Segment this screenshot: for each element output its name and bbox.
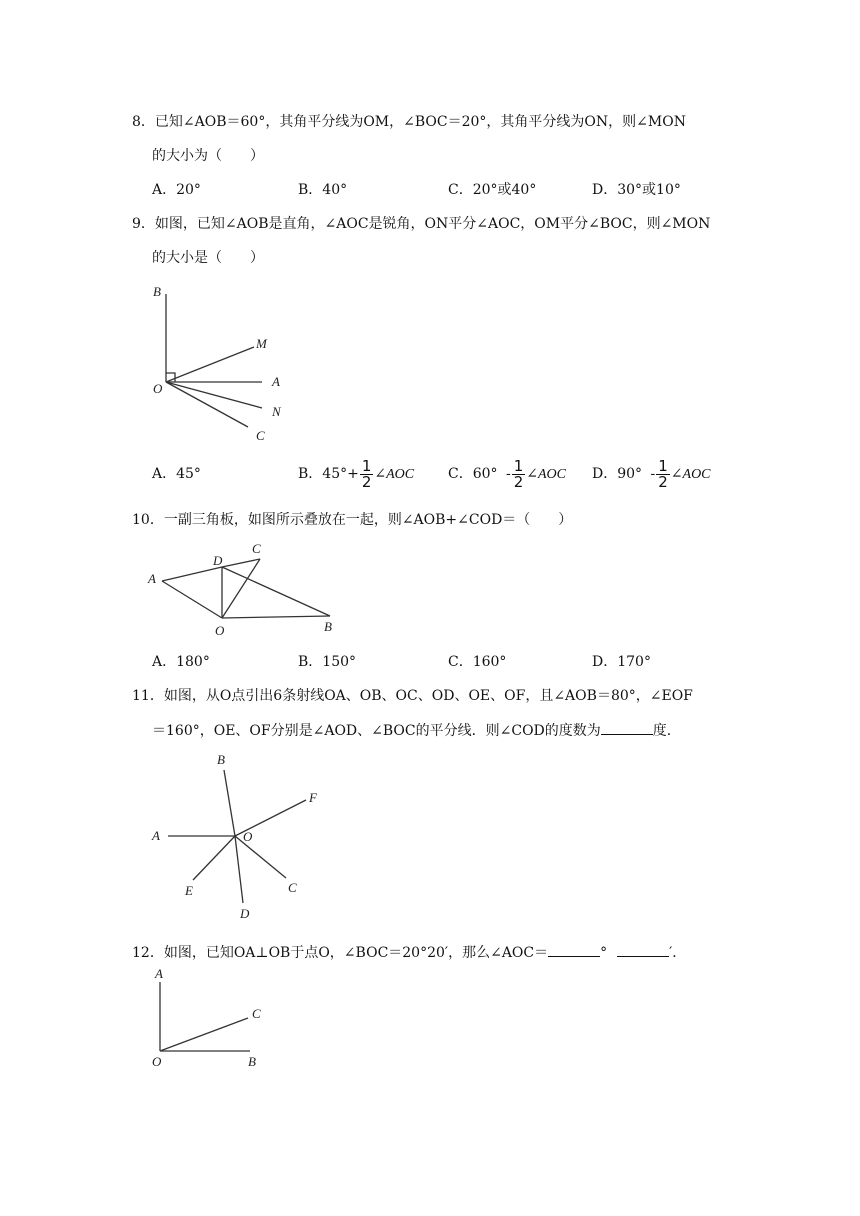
ray-ob [224,770,235,836]
q9-option-b [298,455,414,494]
ray-od [235,836,243,903]
ray-oe [193,836,235,880]
q9-stem-line2: 的大小是（ ） [152,250,264,266]
q9-option-c-minus: - [505,466,511,482]
q12-minute-blank[interactable] [617,942,669,957]
q9-option-b-angle: ∠AOC [374,467,415,482]
q8-stem-line2: 的大小为（ ） [152,148,264,164]
label-d: D [213,553,223,568]
q9-figure [140,280,300,450]
label-c: C [256,428,265,443]
label-c: C [252,541,261,556]
q12-degree-blank[interactable] [548,942,600,957]
q10-stem: 10．一副三角板，如图所示叠放在一起，则∠AOB+∠COD＝（ ） [132,512,573,528]
q11-answer-blank[interactable] [601,720,653,735]
q8-option-a: A．20° [152,182,201,198]
label-c: C [288,880,297,895]
label-a: A [155,966,163,981]
q11-stem-line1: 11．如图，从O点引出6条射线OA、OB、OC、OD、OE、OF，且∠AOB＝80°，∠EOF [132,688,693,704]
q9-option-c-fraction: $\frac{1}{2}$ [513,456,524,491]
label-a: A [272,374,280,389]
q9-option-c-angle: ∠AOC [526,467,566,482]
q11-stem-line2-text: ＝160°，OE、OF分别是∠AOD、∠BOC的平分线．则∠COD的度数为 [152,723,601,739]
q9-option-c [448,455,566,494]
q8-option-c: C．20°或40° [448,182,537,198]
ray-oc [166,382,248,427]
label-n: N [272,404,281,419]
seg-ao [162,581,222,618]
label-b: B [153,284,161,299]
label-b: B [324,619,332,634]
q12-stem-text: 12．如图，已知OA⊥OB于点O，∠BOC＝20°20′，那么∠AOC＝ [132,945,549,961]
seg-ob [222,616,330,618]
q9-option-d-fraction: $\frac{1}{2}$ [658,456,668,491]
q12-stem [132,942,686,963]
q9-option-d-minus: - [650,466,656,482]
q8-option-b: B．40° [298,182,348,198]
q8-stem-line1: 8．已知∠AOB＝60°，其角平分线为OM，∠BOC＝20°，其角平分线为ON，则∠MON [132,114,686,130]
seg-ad [162,567,222,581]
label-o: O [243,829,253,844]
q12-minute-symbol: ′． [669,945,687,961]
q10-option-a: A．180° [152,654,210,670]
ray-on [166,382,262,408]
label-a: A [148,571,156,586]
q10-option-d: D．170° [592,654,651,670]
q11-figure [140,748,340,923]
seg-dc [222,559,260,567]
q10-option-c: C．160° [448,654,507,670]
label-m: M [256,336,267,351]
label-b: B [217,752,225,767]
label-o: O [152,1054,162,1069]
seg-db [222,567,330,616]
label-c: C [252,1006,261,1021]
q8-option-d: D．30°或10° [592,182,681,198]
q9-option-c-prefix: C．60° [448,466,498,482]
label-d: D [240,906,250,921]
q9-option-d-prefix: D．90° [592,466,643,482]
label-a: A [152,828,160,843]
q9-option-b-prefix: B．45°+ [298,466,359,482]
q9-option-d [592,455,711,494]
label-f: F [309,790,317,805]
q12-figure [140,962,280,1077]
q12-degree-symbol: ° [600,945,608,961]
q9-option-d-angle: ∠AOC [670,467,711,482]
label-e: E [185,883,193,898]
label-b: B [248,1054,256,1069]
label-o: O [153,381,163,396]
q9-option-b-fraction: $\frac{1}{2}$ [361,456,372,491]
q9-option-a: A．45° [152,466,201,482]
q10-figure [140,535,350,645]
q9-stem-line1: 9．如图，已知∠AOB是直角，∠AOC是锐角，ON平分∠AOC，OM平分∠BOC，则∠MON [132,216,711,232]
q11-stem-line2 [152,720,681,741]
q10-option-b: B．150° [298,654,357,670]
seg-oc [222,559,260,618]
q11-stem-line2-suffix: 度． [652,723,681,739]
label-o: O [215,623,225,638]
ray-om [166,347,254,382]
ray-oc [160,1018,248,1051]
